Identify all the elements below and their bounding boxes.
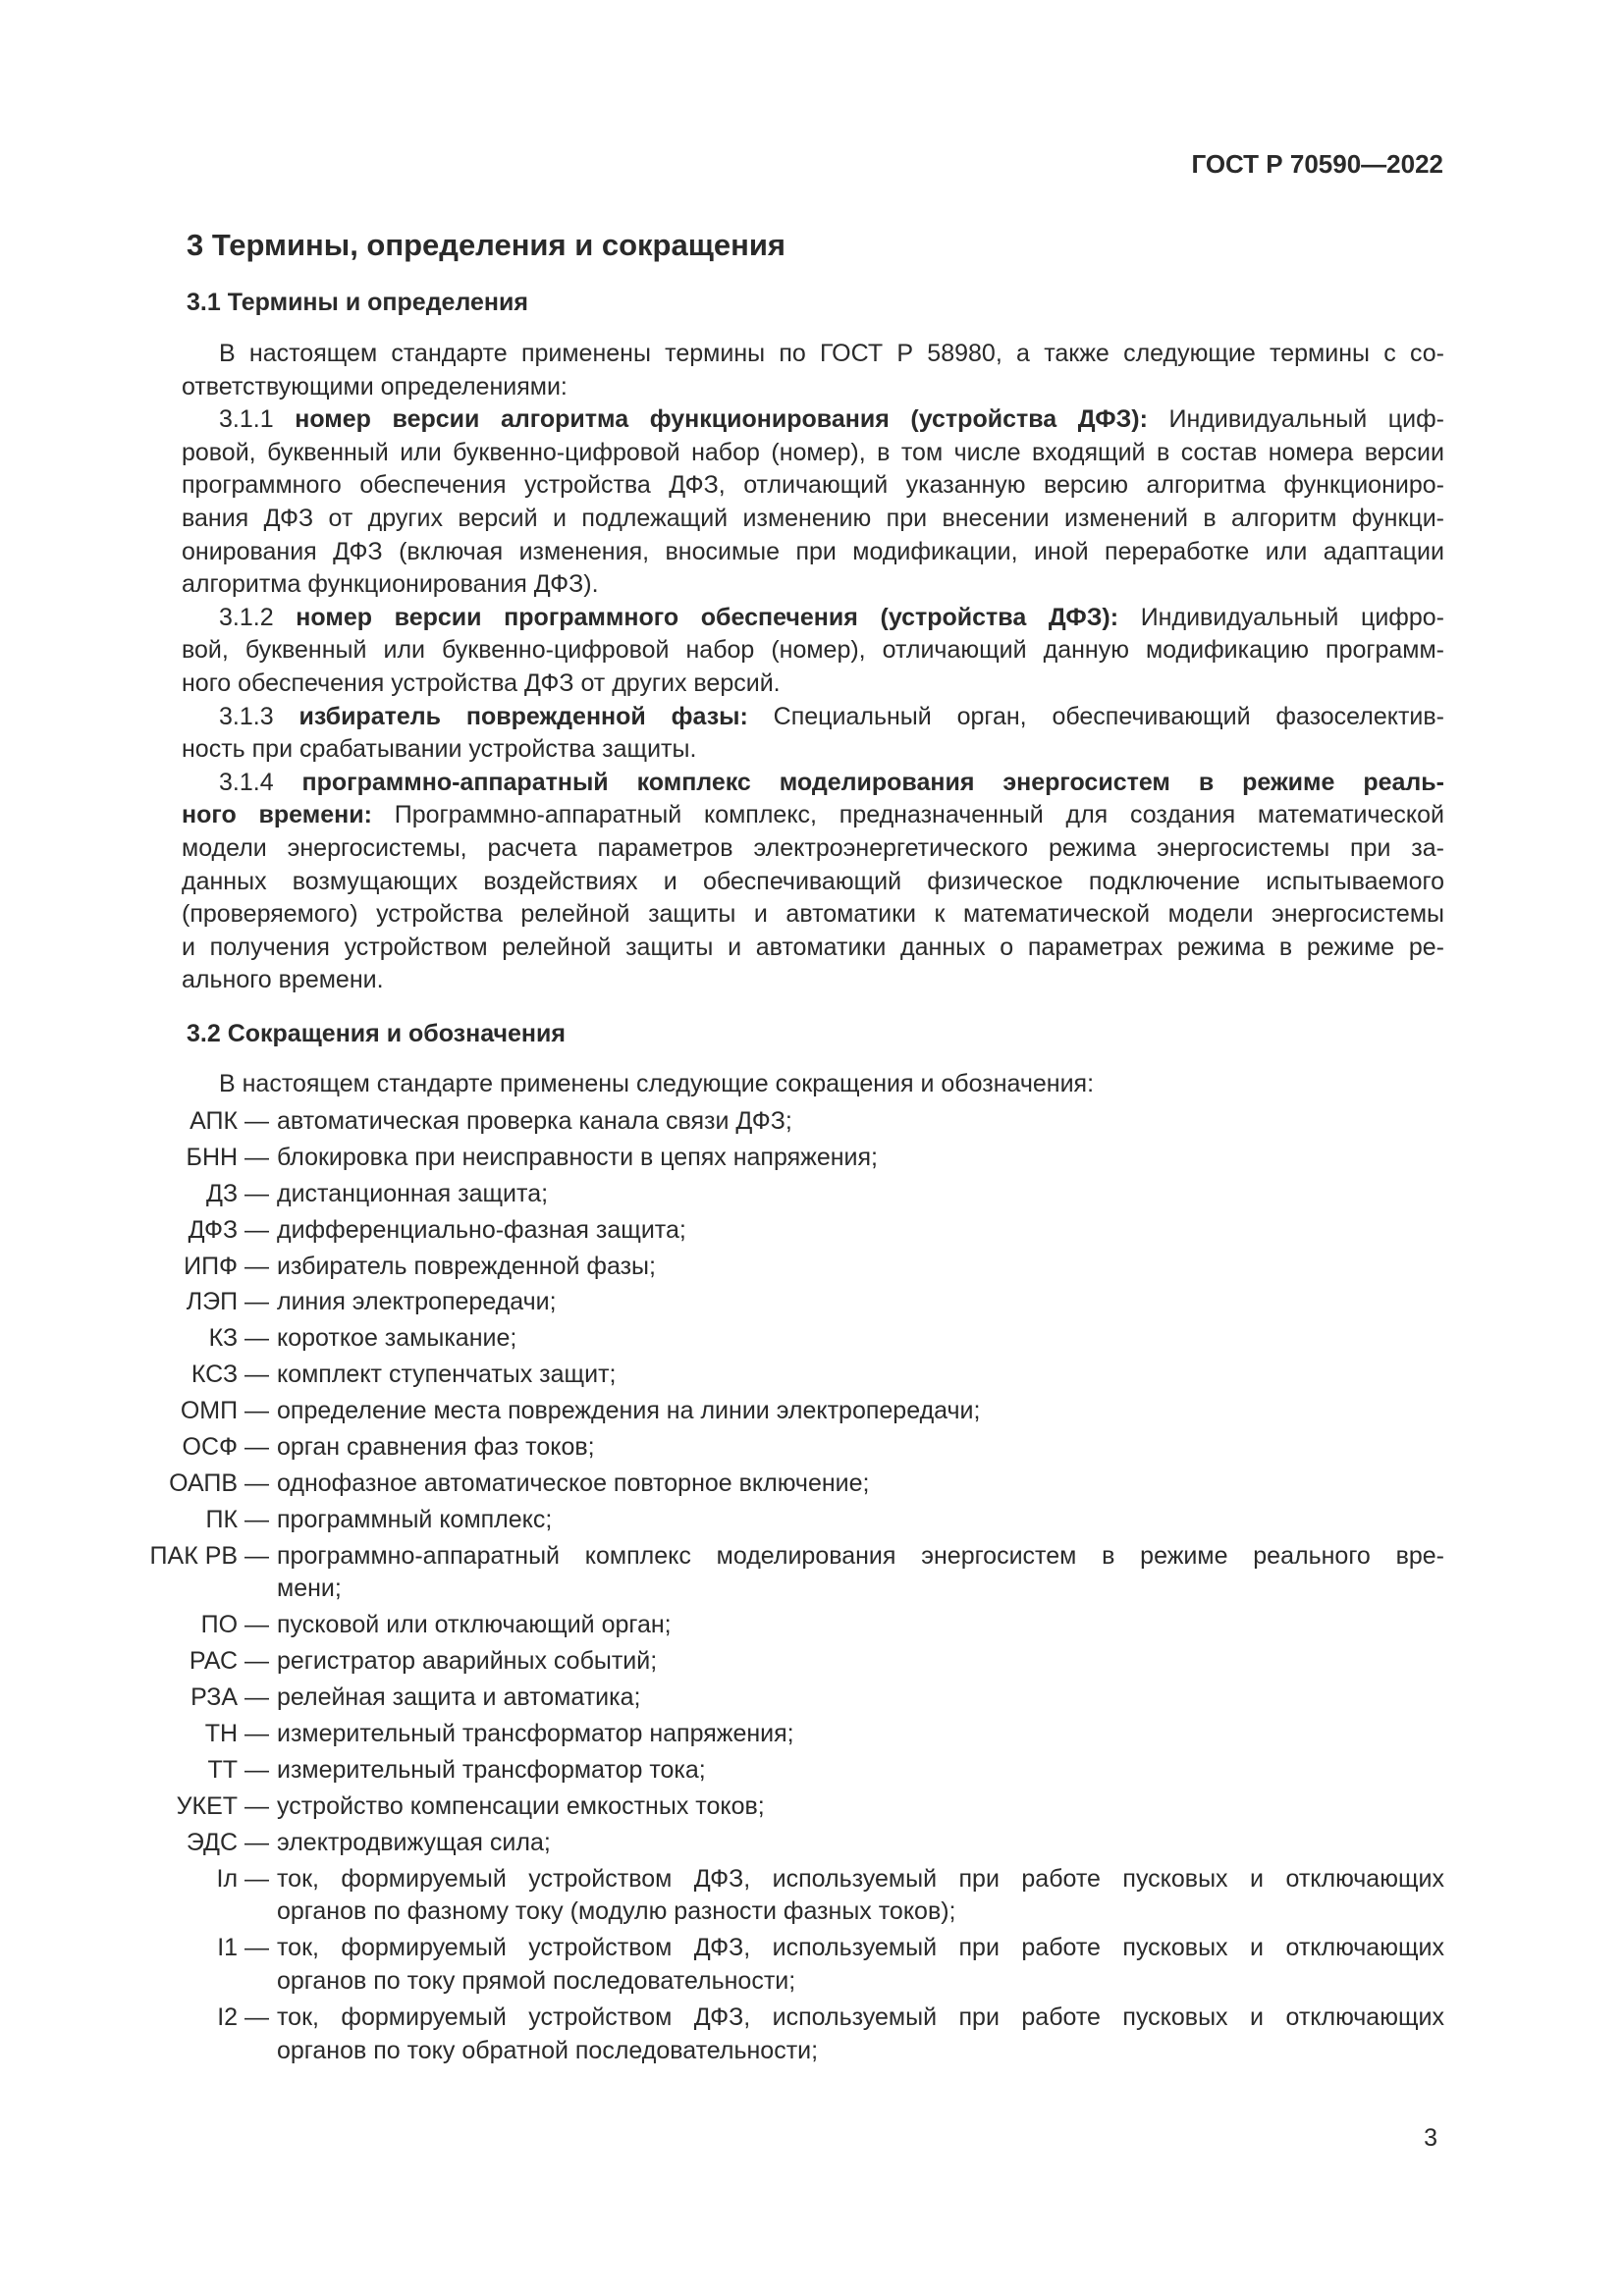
abbreviation-description — [269, 1932, 1444, 1999]
abbreviation-item — [118, 1286, 1444, 1319]
term-name: избиратель поврежденной фазы: — [298, 702, 748, 730]
abbreviation-item — [118, 1105, 1444, 1139]
abbreviation-item — [118, 1504, 1444, 1537]
abbreviation-key: ПАК РВ — — [149, 1541, 269, 1570]
abbreviation-description — [269, 1827, 1444, 1860]
subsection-title-terms: 3.1 Термины и определения — [187, 289, 528, 316]
term-name: номер версии программного обеспечения (устройства ДФЗ): — [296, 603, 1119, 631]
definition-text: вания ДФЗ от других версий и подлежащий изменению при внесении изменений в алгоритм функци- — [182, 504, 1444, 532]
description-line: короткое замыкание; — [277, 1324, 517, 1353]
abbreviation-key: ИПФ — — [184, 1252, 269, 1280]
term-number: 3.1.2 — [219, 603, 297, 631]
description-line: линия электропередачи; — [277, 1288, 557, 1316]
paragraph-line — [182, 932, 1444, 965]
term-definition — [182, 403, 1444, 602]
abbreviation-key: ЛЭП — — [186, 1288, 269, 1316]
abbreviation-description — [269, 1468, 1444, 1501]
abbreviation-item — [118, 1827, 1444, 1860]
abbreviation-description — [269, 1645, 1444, 1679]
paragraph-line — [182, 799, 1444, 832]
paragraph-line — [182, 964, 1444, 997]
abbreviation-item — [118, 1790, 1444, 1824]
abbreviation-description — [269, 1431, 1444, 1465]
paragraph-line — [182, 437, 1444, 470]
abbreviation-description — [269, 1682, 1444, 1715]
term-number: 3.1.4 — [219, 768, 302, 796]
abbreviation-item — [118, 1431, 1444, 1465]
description-line: определение места повреждения на линии электропередачи; — [277, 1397, 981, 1425]
subsection-title-abbreviations: 3.2 Сокращения и обозначения — [187, 1020, 566, 1047]
term-definition — [182, 767, 1444, 997]
abbreviation-key: I1 — — [217, 1934, 269, 1962]
term-number: 3.1.3 — [219, 702, 299, 730]
paragraph-line — [182, 469, 1444, 503]
term-definition — [182, 602, 1444, 701]
definition-text: модели энергосистемы, расчета параметров электроэнергетического режима энергосистемы при за- — [182, 833, 1444, 862]
paragraph-line — [182, 634, 1444, 667]
abbreviation-description — [269, 1214, 1444, 1248]
section-title: 3 Термины, определения и сокращения — [187, 228, 785, 262]
abbreviations-intro — [182, 1068, 1444, 1101]
abbreviations-list — [118, 1105, 1444, 2071]
description-line: регистратор аварийных событий; — [277, 1647, 658, 1676]
abbreviation-key: ОСФ — — [182, 1433, 269, 1462]
definition-text: ность при срабатывании устройства защиты. — [182, 735, 697, 764]
description-line: измерительный трансформатор напряжения; — [277, 1720, 794, 1748]
abbreviation-key: ОАПВ — — [169, 1468, 269, 1497]
description-line: дистанционная защита; — [277, 1179, 549, 1207]
description-line: комплект ступенчатых защит; — [277, 1361, 617, 1389]
definition-text: ровой, буквенный или буквенно-цифровой набор (номер), в том числе входящий в состав номера версии — [182, 438, 1444, 466]
abbreviation-description — [269, 1863, 1444, 1930]
paragraph-line — [182, 832, 1444, 866]
abbreviation-key: ТТ — — [207, 1755, 269, 1784]
abbreviation-key: ПК — — [205, 1505, 269, 1533]
paragraph-line: В настоящем стандарте применены следующие сокращения и обозначения: — [219, 1070, 1095, 1097]
description-line: органов по току обратной последовательности; — [277, 2036, 819, 2064]
abbreviation-item — [118, 1359, 1444, 1392]
paragraph-line — [182, 898, 1444, 932]
abbreviation-description — [269, 1754, 1444, 1788]
abbreviation-item — [118, 1540, 1444, 1607]
abbreviation-description — [269, 1359, 1444, 1392]
description-line: программный комплекс; — [277, 1505, 553, 1533]
abbreviation-item — [118, 1682, 1444, 1715]
definition-text: и получения устройством релейной защиты и автоматики данных о параметрах режима в режиме ре- — [182, 933, 1444, 961]
description-line: ток, формируемый устройством ДФЗ, используемый при работе пусковых и отключающих — [277, 1864, 1444, 1893]
abbreviation-item — [118, 1142, 1444, 1175]
description-line: дифференциально-фазная защита; — [277, 1215, 686, 1244]
abbreviation-item — [118, 1178, 1444, 1211]
abbreviation-item — [118, 1395, 1444, 1428]
abbreviation-description — [269, 1105, 1444, 1139]
abbreviation-item — [118, 1214, 1444, 1248]
abbreviation-description — [269, 1251, 1444, 1284]
definition-text: программного обеспечения устройства ДФЗ, отличающий указанную версию алгоритма функциониро- — [182, 471, 1444, 500]
abbreviation-key: КСЗ — — [190, 1361, 269, 1389]
abbreviation-description — [269, 1142, 1444, 1175]
definition-text: В настоящем стандарте применены термины по ГОСТ Р 58980, а также следующие термины с со- — [219, 340, 1444, 367]
description-line: органов по фазному току (модулю разности фазных токов); — [277, 1897, 956, 1926]
paragraph-line — [182, 338, 1444, 371]
term-name: номер версии алгоритма функционирования (устройства ДФЗ): — [295, 405, 1148, 434]
abbreviation-item — [118, 1932, 1444, 1999]
abbreviation-item — [118, 1863, 1444, 1930]
paragraph-line — [182, 667, 1444, 701]
abbreviation-item — [118, 1754, 1444, 1788]
terms-definitions — [182, 338, 1444, 997]
abbreviation-key: ДЗ — — [206, 1179, 269, 1207]
term-definition — [182, 701, 1444, 767]
term-name: программно-аппаратный комплекс моделирования энергосистем в режиме реаль- — [301, 768, 1444, 796]
definition-text: ответствующими определениями: — [182, 372, 568, 400]
abbreviation-item — [118, 1609, 1444, 1642]
definition-text: Индивидуальный цифро- — [1118, 603, 1444, 631]
definition-text: онирования ДФЗ (включая изменения, вносимые при модификации, иной переработке или адаптации — [182, 537, 1444, 565]
paragraph-line — [182, 767, 1444, 800]
term-number: 3.1.1 — [219, 405, 296, 434]
description-line: программно-аппаратный комплекс моделирования энергосистем в режиме реального вре- — [277, 1541, 1444, 1570]
abbreviation-description — [269, 1609, 1444, 1642]
paragraph-line — [182, 866, 1444, 899]
abbreviation-key: ТН — — [204, 1720, 269, 1748]
paragraph-line — [182, 602, 1444, 635]
description-line: ток, формируемый устройством ДФЗ, используемый при работе пусковых и отключающих — [277, 1934, 1444, 1962]
abbreviation-key: ОМП — — [180, 1397, 269, 1425]
abbreviation-key: УКЕТ — — [176, 1791, 269, 1820]
term-name: ного времени: — [182, 801, 372, 829]
abbreviation-key: I2 — — [217, 2002, 269, 2031]
abbreviation-description — [269, 1504, 1444, 1537]
paragraph-line — [182, 733, 1444, 767]
abbreviation-key: Iл — — [216, 1864, 269, 1893]
paragraph-line — [182, 503, 1444, 536]
abbreviation-description — [269, 1395, 1444, 1428]
paragraph-line — [182, 701, 1444, 734]
abbreviation-description — [269, 2002, 1444, 2068]
abbreviation-key: БНН — — [186, 1143, 269, 1171]
description-line: ток, формируемый устройством ДФЗ, используемый при работе пусковых и отключающих — [277, 2002, 1444, 2031]
definition-text: Специальный орган, обеспечивающий фазоселектив- — [747, 702, 1444, 730]
abbreviation-item — [118, 1718, 1444, 1751]
abbreviation-item — [118, 1322, 1444, 1356]
abbreviation-description — [269, 1178, 1444, 1211]
paragraph-line — [182, 371, 1444, 404]
abbreviation-description — [269, 1790, 1444, 1824]
definition-text: данных возмущающих воздействиях и обеспечивающий физическое подключение испытываемого — [182, 867, 1444, 895]
definition-text: ного обеспечения устройства ДФЗ от других версий. — [182, 668, 781, 697]
definition-text: алгоритма функционирования ДФЗ). — [182, 570, 599, 599]
abbreviation-description — [269, 1540, 1444, 1607]
definition-text: Программно-аппаратный комплекс, предназначенный для создания математической — [371, 801, 1445, 829]
description-line: орган сравнения фаз токов; — [277, 1433, 595, 1462]
definition-text: вой, буквенный или буквенно-цифровой набор (номер), отличающий данную модификацию программ- — [182, 636, 1444, 665]
description-line: блокировка при неисправности в цепях напряжения; — [277, 1143, 878, 1171]
abbreviation-item — [118, 1251, 1444, 1284]
paragraph-line — [182, 403, 1444, 437]
abbreviation-item — [118, 1468, 1444, 1501]
description-line: избиратель поврежденной фазы; — [277, 1252, 656, 1280]
abbreviation-key: РАС — — [189, 1647, 269, 1676]
abbreviation-description — [269, 1286, 1444, 1319]
abbreviation-key: РЗА — — [190, 1683, 269, 1712]
terms-intro-paragraph — [182, 338, 1444, 403]
definition-text: ального времени. — [182, 966, 384, 994]
abbreviation-key: АПК — — [189, 1107, 269, 1135]
abbreviation-key: КЗ — — [208, 1324, 269, 1353]
description-line: однофазное автоматическое повторное включение; — [277, 1468, 870, 1497]
description-line: мени; — [277, 1575, 342, 1603]
page-number: 3 — [1424, 2124, 1437, 2152]
description-line: органов по току прямой последовательности; — [277, 1967, 796, 1996]
description-line: измерительный трансформатор тока; — [277, 1755, 706, 1784]
abbreviation-key: ЭДС — — [186, 1828, 269, 1856]
abbreviation-description — [269, 1718, 1444, 1751]
description-line: автоматическая проверка канала связи ДФЗ; — [277, 1107, 792, 1135]
paragraph-line — [182, 536, 1444, 569]
abbreviation-key: ПО — — [200, 1611, 269, 1639]
abbreviation-description — [269, 1322, 1444, 1356]
abbreviation-item — [118, 2002, 1444, 2068]
description-line: устройство компенсации емкостных токов; — [277, 1791, 765, 1820]
definition-text: Индивидуальный циф- — [1147, 405, 1444, 434]
description-line: пусковой или отключающий орган; — [277, 1611, 672, 1639]
description-line: электродвижущая сила; — [277, 1828, 551, 1856]
document-id-header: ГОСТ Р 70590—2022 — [1191, 149, 1443, 179]
paragraph-line — [182, 568, 1444, 602]
description-line: релейная защита и автоматика; — [277, 1683, 641, 1712]
abbreviation-key: ДФЗ — — [188, 1215, 269, 1244]
abbreviation-item — [118, 1645, 1444, 1679]
definition-text: (проверяемого) устройства релейной защиты и автоматики к математической модели энергосистемы — [182, 900, 1444, 929]
